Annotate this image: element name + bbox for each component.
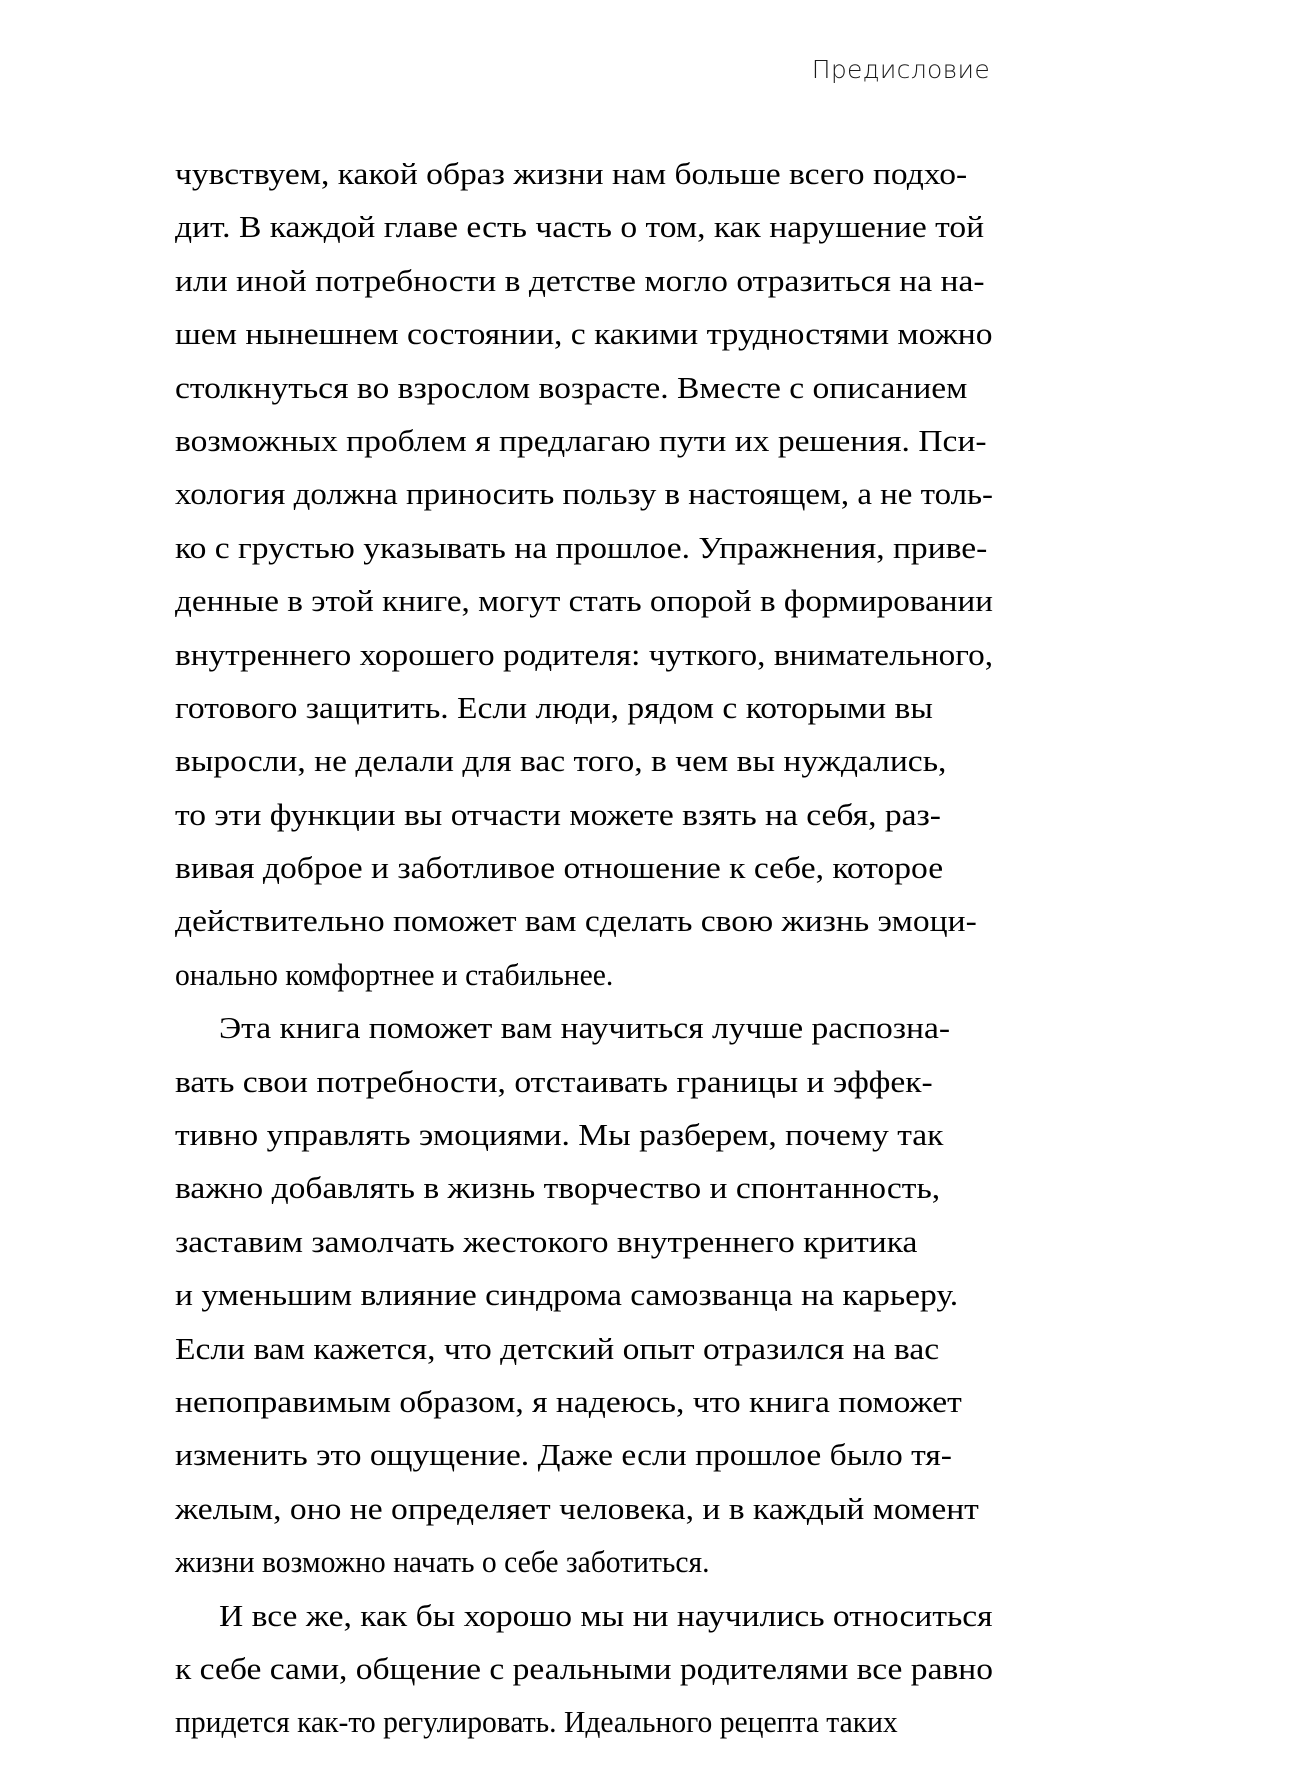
text-line: желым, оно не определяет человека, и в каждый момент (175, 1491, 979, 1526)
text-line: Эта книга поможет вам научиться лучше распозна- (219, 1011, 951, 1046)
text-line: заставим замолчать жестокого внутреннего критика (175, 1224, 918, 1259)
text-line: внутреннего хорошего родителя: чуткого, внимательного, (175, 637, 994, 672)
text-line: то эти функции вы отчасти можете взять на себя, раз- (175, 797, 941, 832)
text-line: непоправимым образом, я надеюсь, что книга поможет (175, 1384, 962, 1419)
text-line: готового защитить. Если люди, рядом с которыми вы (175, 690, 933, 725)
running-header: Предисловие (811, 55, 990, 84)
text-line: придется как-то регулировать. Идеального рецепта таких (175, 1705, 898, 1740)
text-line: вивая доброе и заботливое отношение к себе, которое (175, 851, 944, 886)
text-line: важно добавлять в жизнь творчество и спонтанность, (175, 1171, 941, 1206)
text-line: действительно поможет вам сделать свою жизнь эмоци- (175, 904, 977, 939)
text-line: шем нынешнем состоянии, с какими трудностями можно (175, 317, 993, 352)
text-line: ко с грустью указывать на прошлое. Упражнения, приве- (175, 530, 988, 565)
text-line: жизни возможно начать о себе заботиться. (175, 1545, 710, 1580)
paragraph-3 (175, 1590, 993, 1750)
text-line: выросли, не делали для вас того, в чем вы нуждались, (175, 744, 947, 779)
text-line: или иной потребности в детстве могло отразиться на на- (175, 263, 985, 298)
text-line: чувствуем, какой образ жизни нам больше всего подхо- (175, 157, 968, 191)
text-line: И все же, как бы хорошо мы ни научились относиться (219, 1598, 993, 1633)
body-text-block (175, 148, 993, 1750)
paragraph-2 (175, 1002, 993, 1589)
text-line: онально комфортнее и стабильнее. (175, 957, 614, 992)
text-line: Если вам кажется, что детский опыт отразился на вас (175, 1331, 940, 1366)
paragraph-continued (175, 148, 993, 1002)
text-line: и уменьшим влияние синдрома самозванца на карьеру. (175, 1278, 959, 1313)
text-line: к себе сами, общение с реальными родителями все равно (175, 1651, 993, 1686)
text-line: вать свои потребности, отстаивать границы и эффек- (175, 1064, 933, 1099)
text-line: денные в этой книге, могут стать опорой в формировании (175, 584, 993, 619)
text-line: возможных проблем я предлагаю пути их решения. Пси- (175, 423, 987, 458)
text-line: изменить это ощущение. Даже если прошлое было тя- (175, 1438, 952, 1473)
text-line: тивно управлять эмоциями. Мы разберем, почему так (175, 1118, 944, 1153)
text-line: столкнуться во взрослом возрасте. Вместе с описанием (175, 370, 968, 405)
text-line: дит. В каждой главе есть часть о том, как нарушение той (175, 210, 985, 245)
text-line: хология должна приносить пользу в настоящем, а не толь- (175, 477, 994, 512)
